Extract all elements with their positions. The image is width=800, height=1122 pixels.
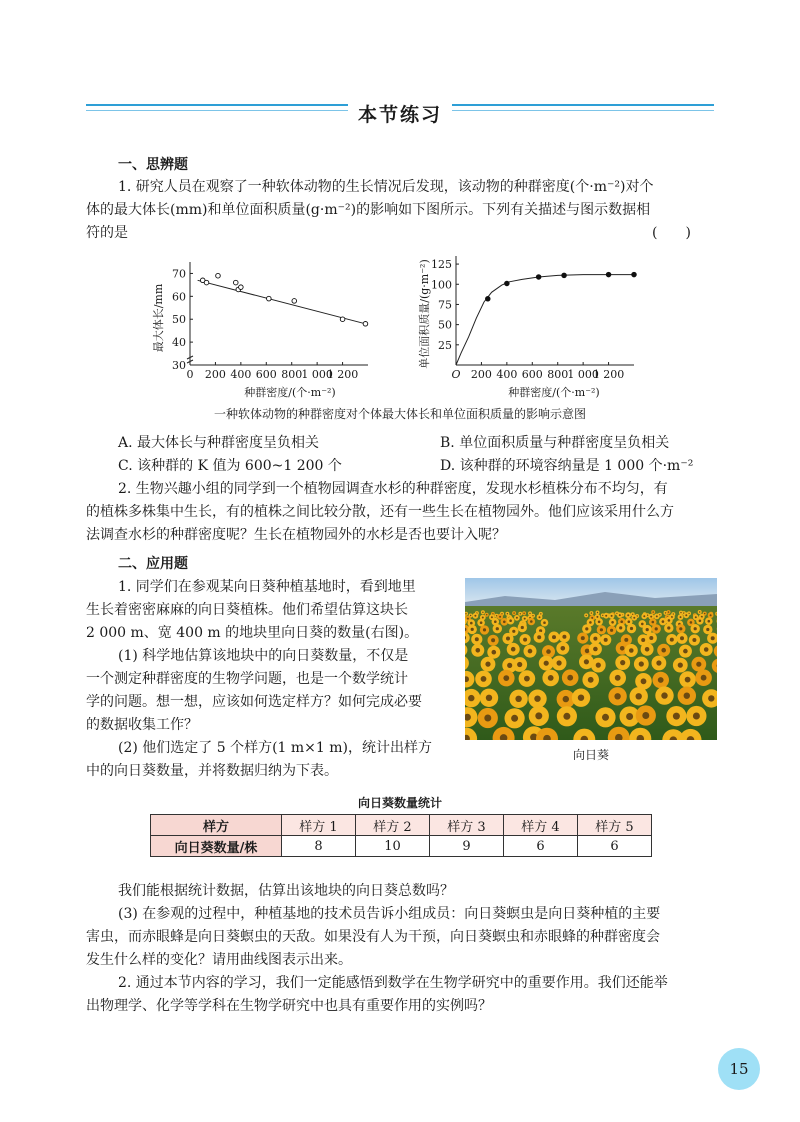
sunflower-center: [492, 650, 497, 655]
sunflower-center: [507, 613, 508, 614]
x-tick-label: 800: [281, 368, 303, 381]
sunflower-center: [512, 630, 515, 633]
page-number: 15: [718, 1048, 760, 1090]
sunflower-center: [680, 612, 681, 613]
table-cell: 样方 5: [578, 815, 652, 836]
chart1-xlabel: 种群密度/(个·m⁻²): [244, 386, 336, 399]
sunflower-center: [539, 616, 541, 618]
sunflower-center: [694, 627, 697, 630]
sunflower-center: [471, 628, 474, 631]
sunflower-center: [475, 637, 479, 641]
sunflower-center: [496, 627, 499, 630]
section-title: 本节练习: [357, 104, 442, 126]
sunflower-center: [649, 636, 653, 640]
sunflower-center: [584, 659, 589, 664]
sunflower-center: [521, 626, 524, 629]
option-a: A. 最大体长与种群密度呈负相关: [118, 435, 320, 451]
sunflower-count-table: [150, 814, 652, 857]
sunflower-center: [685, 614, 687, 616]
sunflower-center: [692, 638, 696, 642]
section2-heading: 二、应用题: [118, 556, 188, 572]
sunflower-center: [605, 615, 607, 617]
option-d: D. 该种群的环境容纳量是 1 000 个·m⁻²: [440, 458, 694, 474]
sunflower-center: [711, 636, 715, 640]
data-point: [340, 317, 345, 322]
sunflower-center: [588, 677, 594, 683]
x-tick-label: 600: [521, 368, 543, 381]
sunflower-center: [585, 649, 590, 654]
sunflower-center: [591, 617, 593, 619]
sunflower-center: [593, 637, 597, 641]
app-q2-line-1: 2. 通过本节内容的学习，我们一定能感悟到数学在生物学研究中的重要作用。我们还能举: [118, 975, 668, 991]
table-cell: 6: [578, 836, 652, 857]
sunflower-center: [596, 616, 598, 618]
sunflower-center: [506, 637, 510, 641]
sunflower-center: [646, 628, 649, 631]
sunflower-center: [701, 675, 707, 681]
sunflower-center: [511, 715, 518, 722]
table-row: [151, 815, 652, 836]
sunflower-center: [629, 648, 634, 653]
sunflower-center: [486, 695, 492, 701]
sunflower-center: [511, 647, 516, 652]
sunflower-center: [467, 618, 469, 620]
sunflower-center: [679, 627, 682, 630]
sunflower-center: [620, 646, 625, 651]
table-row-header: 向日葵数量/株: [151, 836, 282, 857]
y-tick-label: 25: [438, 338, 452, 352]
q1-line-3: 符的是: [86, 225, 128, 241]
sunflower-photo: [465, 578, 717, 740]
sunflower-center: [614, 693, 620, 699]
data-point: [216, 273, 221, 278]
sunflower-center: [602, 714, 609, 721]
sunflower-center: [517, 662, 522, 667]
x-tick-label: 0: [186, 368, 194, 381]
data-point: [239, 285, 244, 290]
x-tick-label: 400: [230, 368, 252, 381]
y-tick-label: 40: [172, 336, 186, 350]
data-point: [204, 280, 209, 285]
sunflower-center: [673, 713, 680, 720]
sunflower-center: [503, 675, 509, 681]
sunflower-center: [484, 715, 491, 722]
q1-line-1: 1. 研究人员在观察了一种软体动物的生长情况后发现，该动物的种群密度(个·m⁻²)对个: [118, 179, 654, 195]
sunflower-center: [494, 620, 497, 623]
sunflower-center: [670, 638, 674, 642]
chart1-ylabel: 最大体长/mm: [152, 283, 165, 353]
sunflower-center: [491, 638, 495, 642]
sunflower-center: [639, 661, 644, 666]
sunflower-center: [499, 616, 501, 618]
sunflower-center: [468, 695, 474, 701]
sunflower-center: [552, 635, 556, 639]
sunflower-center: [684, 693, 690, 699]
app-q2-line-2: 出物理学、化学等学科在生物学研究中也具有重要作用的实例吗？: [86, 998, 492, 1014]
table-row: [151, 836, 652, 857]
sunflower-center: [690, 621, 693, 624]
sunflower-center: [656, 660, 661, 665]
app-q1-line-6: 学的问题。想一想，应该如何选定样方？如何完成必要: [86, 694, 422, 710]
after-table-text: 我们能根据统计数据，估算出该地块的向日葵总数吗？: [118, 883, 454, 899]
sunflower-center: [546, 649, 551, 654]
sunflower-center: [482, 617, 484, 619]
sunflower-center: [496, 615, 497, 616]
sunflower-center: [515, 696, 521, 702]
sunflower-center: [523, 638, 527, 642]
sunflower-center: [656, 615, 658, 617]
app-q3-line-1: (3) 在参观的过程中，种植基地的技术员告诉小组成员：向日葵螟虫是向日葵种植的主要: [118, 906, 661, 922]
sunflower-center: [485, 662, 490, 667]
sunflower-center: [642, 712, 649, 719]
y-tick-label: 50: [172, 313, 186, 327]
sunflower-center: [476, 648, 481, 653]
sunflower-center: [695, 616, 697, 618]
sunflower-center: [696, 662, 701, 667]
app-q1-line-9: 中的向日葵数量，并将数据归纳为下表。: [86, 763, 338, 779]
growth-curve: [456, 275, 634, 365]
x-tick-label: 1 000: [301, 368, 333, 381]
sunflower-center: [667, 626, 670, 629]
chart-body-length: [150, 248, 390, 403]
sunflower-center: [543, 621, 546, 624]
sunflower-center: [520, 613, 521, 614]
sunflower-center: [627, 614, 629, 616]
sunflower-center: [562, 635, 566, 639]
sunflower-center: [563, 696, 569, 702]
table-cell: 样方 1: [282, 815, 356, 836]
q2-line-2: 的植株多株集中生长，有的植株之间比较分散，还有一些生长在植物园外。他们应该采用什么方: [86, 504, 674, 520]
sunflower-center: [600, 628, 603, 631]
data-point: [606, 272, 611, 277]
table-row-header: 样方: [151, 815, 282, 836]
sunflower-center: [597, 612, 598, 613]
sunflower-center: [598, 621, 601, 624]
app-q1-line-2: 生长着密密麻麻的向日葵植株。他们希望估算这块长: [86, 602, 408, 618]
sunflower-center: [652, 621, 655, 624]
trend-line: [198, 280, 366, 323]
app-q1-line-8: (2) 他们选定了 5 个样方(1 m×1 m)，统计出样方: [118, 740, 433, 756]
y-tick-label: 125: [431, 258, 452, 272]
y-tick-label: 60: [172, 290, 186, 304]
sunflower-center: [589, 621, 592, 624]
app-q1-line-1: 1. 同学们在参观某向日葵种植基地时，看到地里: [118, 579, 416, 595]
sunflower-center: [532, 615, 533, 616]
sunflower-center: [474, 615, 476, 617]
sunflower-center: [524, 618, 526, 620]
sunflower-center: [708, 620, 711, 623]
sunflower-center: [653, 611, 654, 612]
option-b: B. 单位面积质量与种群密度呈负相关: [440, 435, 670, 451]
sunflower-center: [619, 614, 621, 616]
x-tick-label: 200: [204, 368, 226, 381]
sunflower-center: [581, 636, 585, 640]
sunflower-center: [611, 621, 614, 624]
sunflower-center: [513, 612, 514, 613]
sunflower-center: [708, 695, 714, 701]
sunflower-center: [465, 613, 466, 614]
sunflower-center: [699, 611, 700, 612]
x-tick-label: 1 000: [567, 368, 599, 381]
sunflower-center: [537, 635, 541, 639]
y-tick-label: 70: [172, 267, 186, 281]
table-cell: 8: [282, 836, 356, 857]
sunflower-center: [491, 616, 493, 618]
sunflower-center: [658, 677, 664, 683]
x-tick-label: O: [451, 368, 461, 381]
sunflower-center: [641, 623, 644, 626]
sunflower-center: [591, 612, 592, 613]
sunflower-center: [668, 619, 671, 622]
y-tick-label: 30: [172, 359, 186, 372]
sunflower-center: [561, 646, 566, 651]
q2-line-1: 2. 生物兴趣小组的同学到一个植物园调查水杉的种群密度，发现水杉植株分布不均匀，有: [118, 481, 668, 497]
sunflower-center: [535, 712, 542, 719]
sunflower-center: [665, 612, 666, 613]
sunflower-center: [619, 626, 622, 629]
sunflower-center: [624, 638, 628, 642]
sunflower-center: [586, 615, 587, 616]
option-c: C. 该种群的 K 值为 600~1 200 个: [118, 458, 342, 474]
app-q1-line-4: (1) 科学地估算该地块中的向日葵数量，不仅是: [118, 648, 409, 664]
sunflower-center: [482, 612, 483, 613]
sunflower-center: [668, 611, 669, 612]
sunflower-center: [585, 627, 588, 630]
sunflower-center: [528, 649, 533, 654]
data-point: [485, 296, 490, 301]
table-cell: 样方 2: [356, 815, 430, 836]
sunflower-center: [596, 663, 601, 668]
chart-mass-per-area-plot: [431, 256, 636, 381]
sunflower-center: [604, 638, 608, 642]
sunflower-center: [662, 620, 665, 623]
sunflower-center: [563, 713, 570, 720]
sunflower-center: [503, 621, 506, 624]
sunflower-center: [516, 617, 518, 619]
sunflower-center: [486, 614, 487, 615]
table-cell: 10: [356, 836, 430, 857]
sunflower-center: [615, 675, 621, 681]
sunflower-center: [704, 647, 709, 652]
app-q3-line-2: 害虫，而赤眼蜂是向日葵螟虫的天敌。如果没有人为干预，向日葵螟虫和赤眼蜂的种群密度会: [86, 929, 660, 945]
sunflower-center: [636, 693, 642, 699]
sunflower-center: [704, 613, 705, 614]
sunflower-center: [534, 696, 540, 702]
sunflower-center: [706, 628, 709, 631]
sunflower-center: [661, 648, 666, 653]
sunflower-center: [678, 663, 683, 668]
sunflower-center: [630, 627, 633, 630]
table-cell: 9: [430, 836, 504, 857]
figure-caption: 一种软体动物的种群密度对个体最大体长和单位面积质量的影响示意图: [213, 407, 586, 421]
q1-line-2: 体的最大体长(mm)和单位面积质量(g·m⁻²)的影响如下图所示。下列有关描述与图示数据相: [86, 202, 651, 218]
table-cell: 样方 4: [504, 815, 578, 836]
sunflower-center: [524, 676, 530, 682]
x-tick-label: 1 200: [326, 368, 359, 381]
sunflower-center: [544, 661, 549, 666]
sunflower-center: [632, 614, 633, 615]
sunflower-center: [641, 638, 645, 642]
data-point: [267, 296, 272, 301]
sunflower-center: [509, 619, 512, 622]
app-q1-line-7: 的数据收集工作？: [86, 717, 198, 733]
sunflower-center: [602, 615, 603, 616]
sunflower-center: [685, 677, 691, 683]
sunflower-center: [548, 675, 554, 681]
sunflower-center: [530, 620, 533, 623]
sunflower-center: [610, 629, 613, 632]
sunflower-field-image: [465, 578, 717, 740]
x-tick-label: 600: [255, 368, 277, 381]
sunflower-center: [650, 616, 652, 618]
sunflower-center: [699, 620, 702, 623]
data-point: [292, 299, 297, 304]
section1-heading: 一、思辨题: [118, 157, 188, 173]
sunflower-center: [540, 613, 541, 614]
chart-body-length-plot: [172, 262, 368, 381]
app-q1-line-5: 一个测定种群密度的生物学问题，也是一个数学统计: [86, 671, 408, 687]
sunflower-center: [693, 713, 700, 720]
sunflower-center: [557, 660, 562, 665]
data-point: [505, 281, 510, 286]
y-tick-label: 50: [438, 318, 452, 332]
data-point: [233, 280, 238, 285]
table-cell: 样方 3: [430, 815, 504, 836]
sunflower-center: [578, 695, 584, 701]
sunflower-center: [641, 678, 647, 684]
sunflower-center: [529, 613, 530, 614]
chart-mass-per-area: [408, 248, 658, 403]
sunflower-center: [680, 616, 682, 618]
data-point: [562, 273, 567, 278]
sunflower-center: [470, 622, 473, 625]
sunflower-center: [626, 713, 633, 720]
sunflower-center: [655, 627, 658, 630]
sunflower-center: [593, 647, 598, 652]
data-point: [536, 275, 541, 280]
x-tick-label: 800: [547, 368, 569, 381]
sunflower-center: [710, 614, 712, 616]
sunflower-center: [481, 676, 487, 682]
sunflower-center: [628, 620, 631, 623]
sunflower-center: [661, 692, 667, 698]
sunflower-center: [611, 615, 613, 617]
sunflower-center: [523, 613, 524, 614]
sunflower-center: [483, 628, 486, 631]
table-title: 向日葵数量统计: [357, 796, 442, 810]
sunflower-center: [645, 647, 650, 652]
data-point: [632, 272, 637, 277]
app-q1-line-3: 2 000 m、宽 400 m 的地块里向日葵的数量(右图)。: [86, 625, 419, 641]
sunflower-center: [683, 649, 688, 654]
x-tick-label: 1 200: [592, 368, 625, 381]
sunflower-center: [643, 615, 645, 617]
chart2-xlabel: 种群密度/(个·m⁻²): [508, 386, 600, 399]
sunflower-center: [620, 620, 623, 623]
sunflower-center: [567, 675, 573, 681]
chart2-ylabel: 单位面积质量/(g·m⁻²): [418, 259, 431, 369]
x-tick-label: 400: [496, 368, 518, 381]
sunflower-center: [480, 621, 483, 624]
answer-bracket: ( ): [652, 225, 691, 241]
sunflower-center: [507, 663, 512, 668]
sunflower-center: [620, 660, 625, 665]
sunflower-center: [633, 617, 635, 619]
y-tick-label: 100: [431, 278, 452, 292]
sunflower-center: [680, 636, 684, 640]
photo-caption: 向日葵: [572, 748, 609, 762]
table-cell: 6: [504, 836, 578, 857]
sunflower-center: [470, 615, 471, 616]
app-q3-line-3: 发生什么样的变化？请用曲线图表示出来。: [86, 952, 352, 968]
x-tick-label: 200: [470, 368, 492, 381]
q2-line-3: 法调查水杉的种群密度呢？生长在植物园外的水杉是否也要计入呢？: [86, 527, 506, 543]
y-tick-label: 75: [438, 298, 452, 312]
data-point: [363, 322, 368, 327]
